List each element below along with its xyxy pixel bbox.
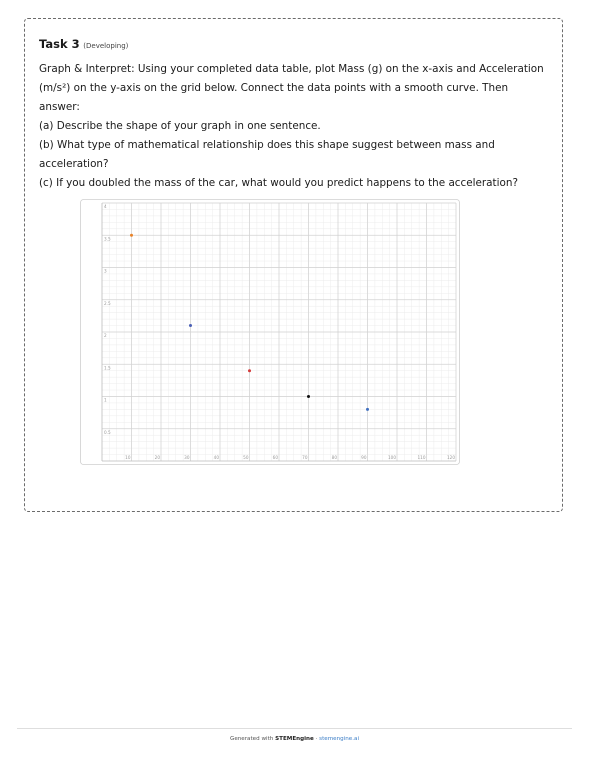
x-tick-label: 60	[272, 455, 278, 460]
x-tick-label: 70	[302, 455, 308, 460]
data-point-1	[130, 234, 133, 237]
data-point-2	[189, 324, 192, 327]
y-tick-label: 1.5	[104, 365, 111, 371]
data-point-3	[248, 369, 251, 372]
footer-divider	[17, 728, 572, 729]
x-tick-label: 30	[184, 455, 190, 460]
task-instructions: Graph & Interpret: Using your completed data table, plot Mass (g) on the x-axis and Acceleration (m/s²) on the y-axis on the grid below. Connect the data points with a smooth curve. Then answer:	[39, 63, 544, 113]
x-tick-label: 20	[154, 455, 160, 460]
task-level: (Developing)	[83, 42, 129, 50]
task-title: Task 3	[39, 37, 80, 51]
x-tick-label: 110	[417, 455, 426, 460]
y-tick-label: 2.5	[104, 300, 111, 306]
footer-prefix: Generated with	[229, 736, 274, 742]
data-point-4	[307, 395, 310, 398]
y-tick-label: 1	[104, 397, 107, 403]
x-tick-label: 90	[361, 455, 367, 460]
question-b: (b) What type of mathematical relationship does this shape suggest between mass and acceleration?	[39, 139, 495, 170]
data-point-5	[366, 408, 369, 411]
x-tick-label: 80	[331, 455, 337, 460]
x-tick-label: 120	[447, 455, 455, 460]
y-tick-label: 3	[104, 268, 107, 274]
graph-area	[80, 199, 460, 465]
question-a: (a) Describe the shape of your graph in one sentence.	[39, 120, 321, 132]
question-c: (c) If you doubled the mass of the car, what would you predict happens to the acceleration?	[39, 177, 518, 189]
x-tick-label: 40	[213, 455, 219, 460]
y-tick-label: 4	[104, 204, 107, 209]
y-tick-label: 0.5	[104, 429, 111, 435]
x-tick-label: 50	[243, 455, 249, 460]
footer	[0, 736, 589, 742]
y-tick-label: 2	[104, 333, 107, 338]
x-tick-label: 100	[388, 455, 396, 460]
y-tick-label: 3.5	[104, 236, 111, 242]
footer-separator: ·	[315, 736, 318, 742]
footer-url[interactable]: stemengine.ai	[319, 736, 360, 742]
scatter-chart	[80, 199, 460, 465]
task-heading	[39, 37, 548, 51]
footer-brand: STEMEngine	[275, 736, 314, 742]
x-tick-label: 10	[125, 455, 131, 460]
